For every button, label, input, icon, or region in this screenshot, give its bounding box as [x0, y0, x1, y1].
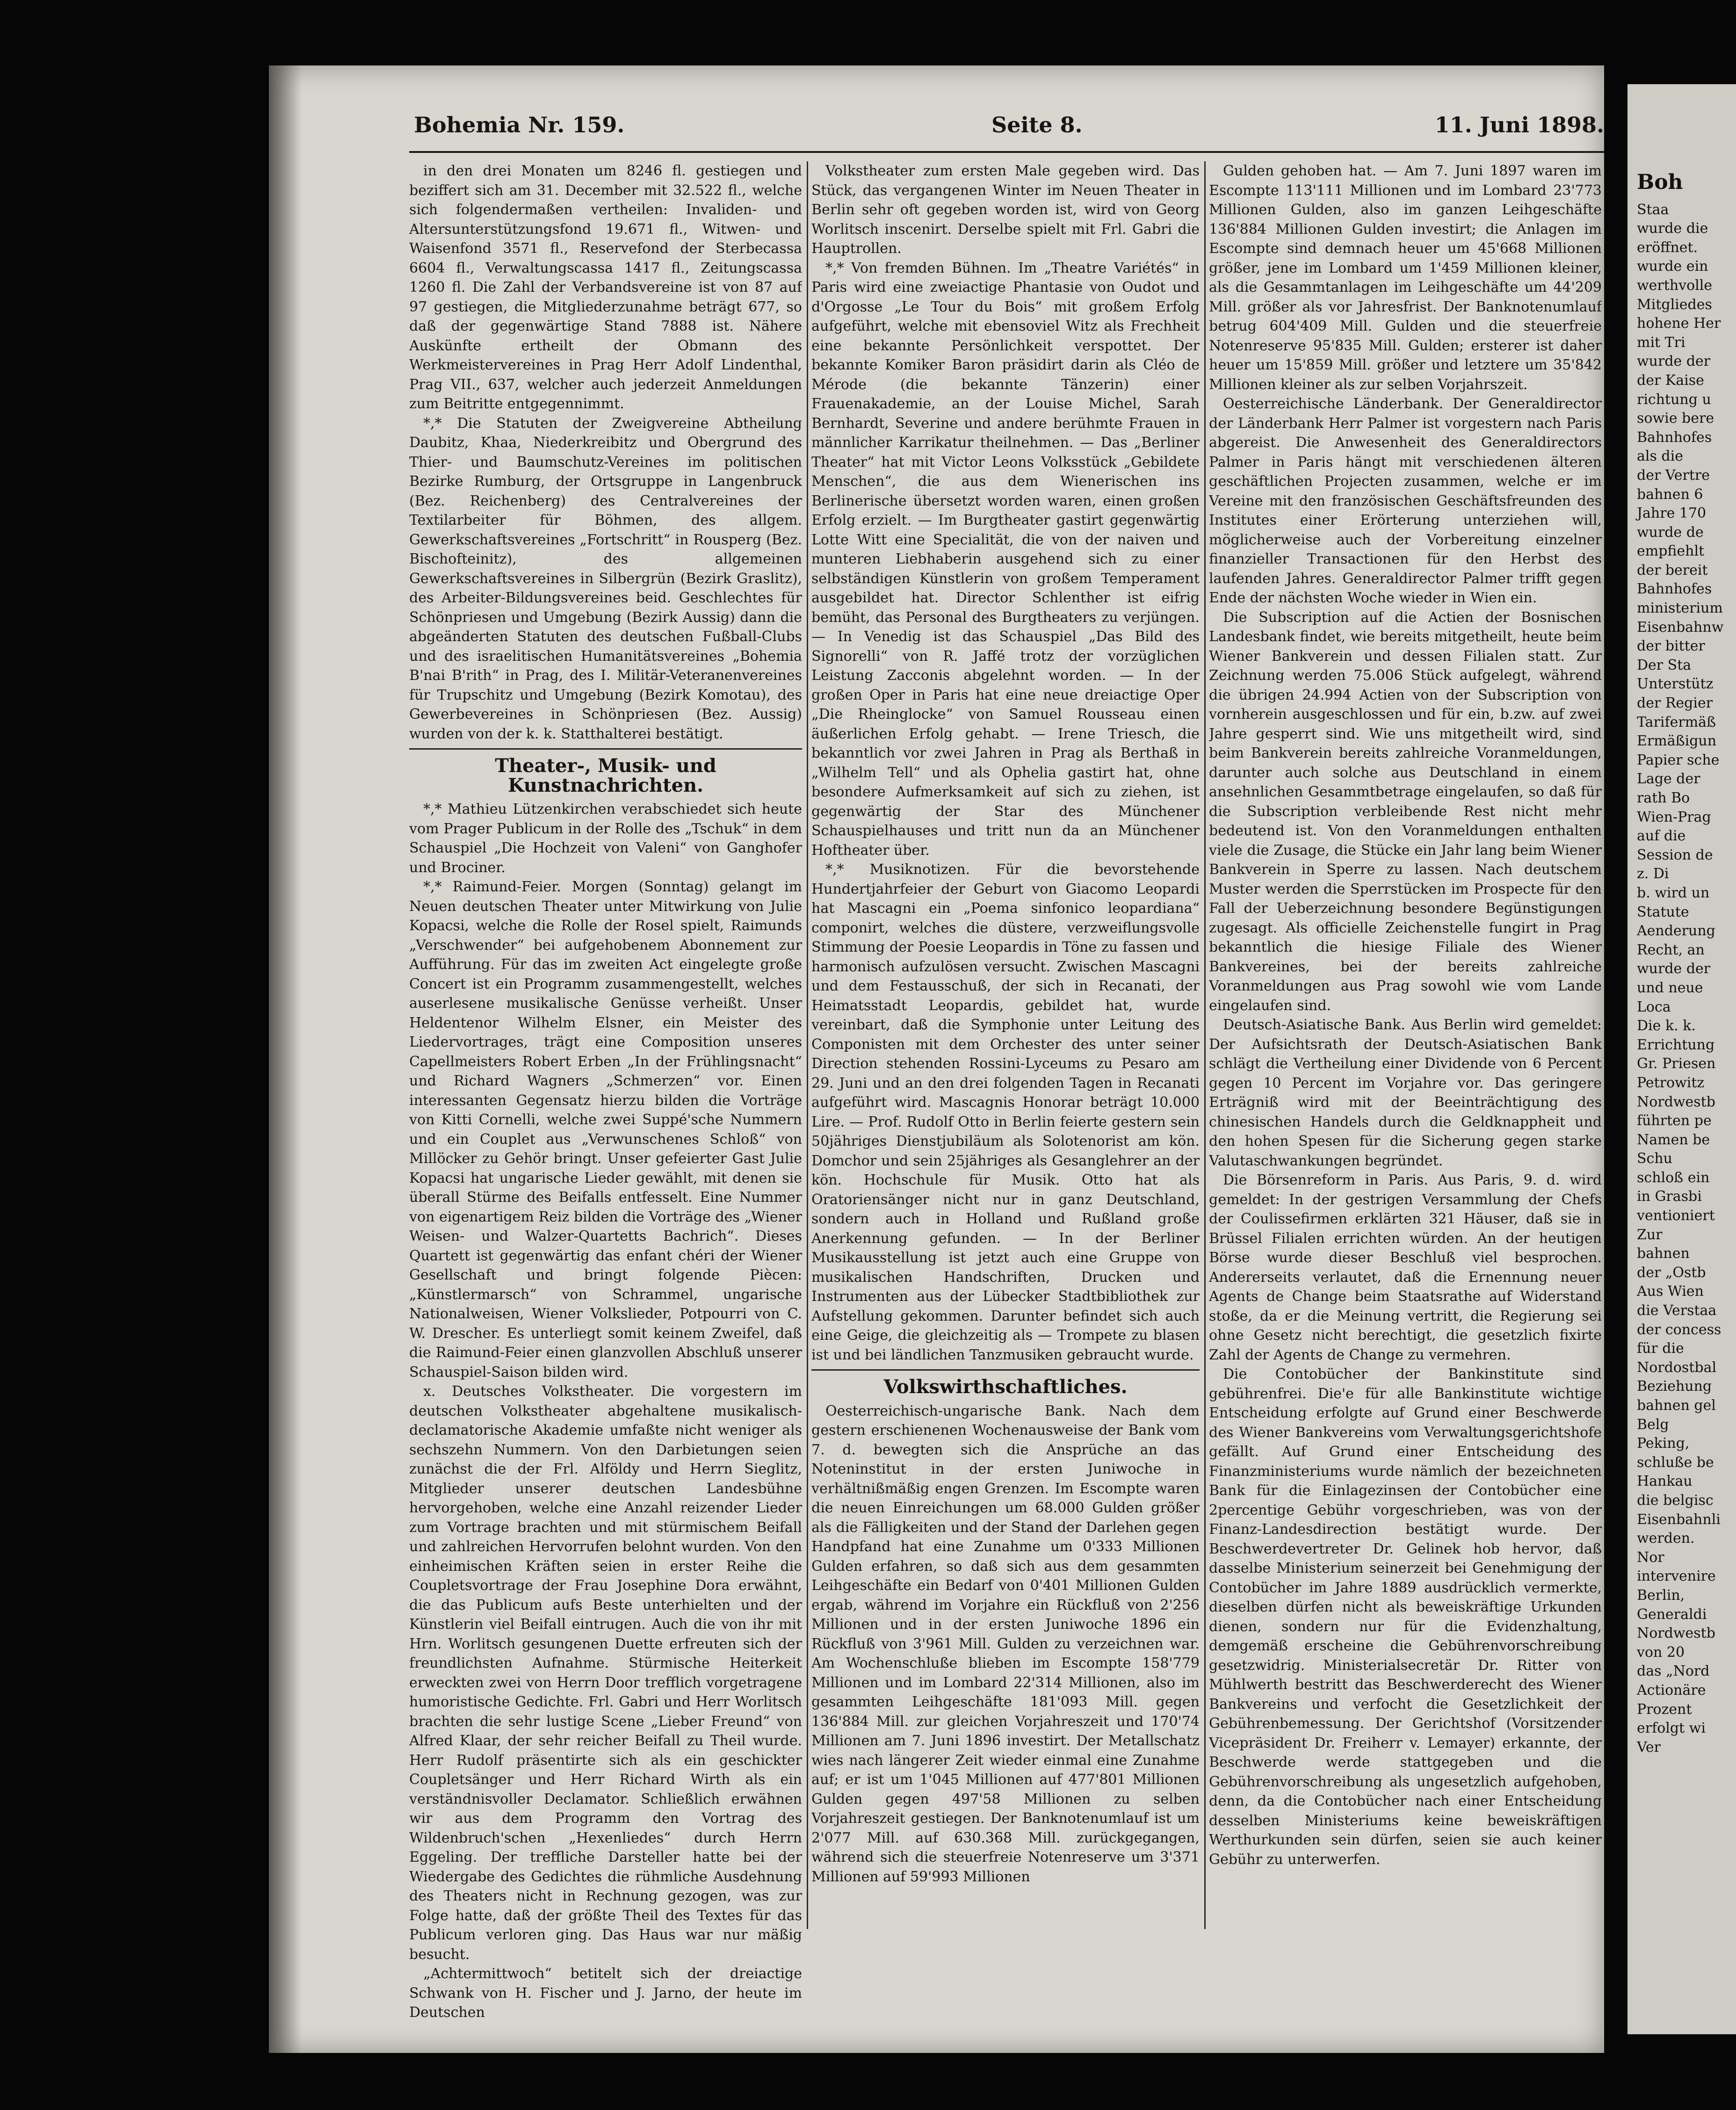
adjacent-page-line: Recht, an [1637, 941, 1705, 958]
adjacent-page-line: Mitgliedes [1637, 296, 1712, 313]
adjacent-page-line: Staa [1637, 201, 1669, 218]
article-paragraph: *,* Musiknotizen. Für die bevorstehende Hundertjahrfeier der Geburt von Giacomo Leopardi hat Mascagni ein „Poema sinfonico leopardiana“ componirt, welches die düstere, verzweiflungsvolle Stimmung der Poesie Leopardis in Töne zu fassen und harmonisch aufzulösen versucht. Zwischen Mascagni und dem Festausschuß, der sich in Recanati, der Heimatsstadt Leopardis, gebildet hat, wurde vereinbart, daß die Symphonie unter Leitung des Componisten mit dem Orchester des unter seiner Direction stehenden Rossini-Lyceums zu Pesaro am 29. Juni und an den drei folgenden Tagen in Recanati aufgeführt wird. Mascagnis Honorar beträgt 10.000 Lire. — Prof. Rudolf Otto in Berlin feierte gestern sein 50jähriges Dienstjubiläum als Solotenorist am kön. Domchor und sein 25jähriges als Gesanglehrer an der kön. Hochschule für Musik. Otto hat als Oratoriensänger nicht nur in ganz Deutschland, sondern auch in Holland und Rußland große Anerkennung gefunden. — In der Berliner Musikausstellung ist jetzt auch eine Gruppe von musikalischen Handschriften, Drucken und Instrumenten aus der Lübecker Stadtbibliothek zur Aufstellung gekommen. Darunter befindet sich auch eine Geige, die gleichzeitig als — Trompete zu blasen ist und bei ländlichen Tanzmusiken gebraucht wurde. [811, 861, 1200, 1363]
article-paragraph: Die Börsenreform in Paris. Aus Paris, 9. d. wird gemeldet: In der gestrigen Versammlung der Chefs der Coulissefirmen erklärten 321 Häuser, daß sie in Brüssel Filialen errichten würden. An der heutigen Börse wurde dieser Beschluß viel besprochen. Andererseits verlautet, daß die Ernennung neuer Agents de Change beim Staatsrathe auf Widerstand stoße, da er die Meinung vertritt, die Regierung sei ohne Gesetz nicht berechtigt, die gesetzlich fixirte Zahl der Agents de Change zu vermehren. [1209, 1172, 1602, 1363]
adjacent-page-line: Bahnhofes [1637, 581, 1712, 598]
adjacent-page-line: Nor [1637, 1549, 1664, 1566]
adjacent-page-line: führten pe [1637, 1113, 1712, 1129]
article-paragraph: „Achtermittwoch“ betitelt sich der dreiactige Schwank von H. Fischer und J. Jarno, der heute im Deutschen [409, 1965, 802, 2021]
adjacent-page-line: Loca [1637, 998, 1671, 1015]
adjacent-page-line: Aenderung [1637, 923, 1715, 939]
adjacent-page-line: wurde de [1637, 524, 1704, 541]
article-paragraph: *,* Raimund-Feier. Morgen (Sonntag) gelangt im Neuen deutschen Theater unter Mitwirkung von Julie Kopacsi, welche die Rolle der Rosel spielt, Raimunds „Verschwender“ bei aufgehobenem Abonnement zur Aufführung. Für das im zweiten Act eingelegte große Concert ist ein Programm zusammengestellt, welches auserlesene musikalische Genüsse verheißt. Unser Heldentenor Wilhelm Elsner, ein Meister des Liedervortrages, trägt eine Composition unseres Capellmeisters Robert Erben „In der Frühlingsnacht“ und Richard Wagners „Schmerzen“ vor. Einen interessanten Gegensatz hierzu bilden die Vorträge von Kitti Cornelli, welche zwei Suppé'sche Nummern und ein Couplet aus „Verwunschenes Schloß“ von Millöcker zu Gehör bringt. Unser gefeierter Gast Julie Kopacsi hat ungarische Lieder gewählt, mit denen sie überall Stürme des Beifalls entfesselt. Eine Nummer von eigenartigem Reiz bilden die Vorträge des „Wiener Weisen- und Walzer-Quartetts Bachrich“. Dieses Quartett ist gegenwärtig das enfant chéri der Wiener Gesellschaft und bringt folgende Piècen: „Künstlermarsch“ von Schrammel, ungarische Nationalweisen, Wiener Volkslieder, Potpourri von C. W. Drescher. Es unterliegt somit keinem Zweifel, daß die Raimund-Feier einen glanzvollen Abschluß unserer Schauspiel-Saison bilden wird. [409, 879, 802, 1380]
adjacent-page-lines [1628, 201, 1736, 1757]
column-divider [807, 161, 808, 1929]
article-paragraph: Oesterreichische Länderbank. Der Generaldirector der Länderbank Herr Palmer ist vorgestern nach Paris abgereist. Die Anwesenheit des Generaldirectors Palmer in Paris hängt mit verschiedenen älteren geschäftlichen Projecten zusammen, welche er im Vereine mit den französischen Geschäftsfreunden des Institutes einer Erörterung unterziehen will, möglicherweise auch der Vorbereitung einzelner finanzieller Transactionen für den Herbst des laufenden Jahres. Generaldirector Palmer trifft gegen Ende der nächsten Woche wieder in Wien ein. [1209, 396, 1602, 606]
adjacent-page-header: Boh [1637, 170, 1683, 194]
article-paragraph: Volkstheater zum ersten Male gegeben wird. Das Stück, das vergangenen Winter im Neuen Theater in Berlin sehr oft gegeben worden ist, wird von Georg Worlitsch inscenirt. Derselbe spielt mit Frl. Gabri die Hauptrollen. [811, 163, 1200, 257]
section-heading: Theater-, Musik- und Kunstnachrichten. [495, 755, 716, 796]
page-edge-shadow [269, 65, 302, 2053]
adjacent-page-line: Ver [1637, 1739, 1661, 1756]
column-divider [1204, 161, 1206, 1929]
adjacent-page-line: Namen be [1637, 1131, 1710, 1148]
adjacent-page-line: Nordwestb [1637, 1093, 1715, 1110]
adjacent-page-line: Aus Wien [1637, 1283, 1704, 1300]
adjacent-page-line: z. Di [1637, 866, 1669, 882]
adjacent-page-line: eröffnet. [1637, 239, 1698, 256]
section-heading: Volkswirthschaftliches. [883, 1376, 1128, 1398]
adjacent-page-line: werden. [1637, 1530, 1695, 1547]
article-paragraph: Gulden gehoben hat. — Am 7. Juni 1897 waren im Escompte 113'111 Millionen und im Lombard 23'773 Millionen Gulden, also im ganzen Leihgeschäfte 136'884 Millionen Gulden investirt; die Anlagen im Escompte sind demnach heuer um 45'668 Millionen größer, jene im Lombard um 1'459 Millionen kleiner, als die Gesammtanlagen im Leihgeschäfte um 44'209 Mill. größer als vor Jahresfrist. Der Banknotenumlauf betrug 604'409 Mill. Gulden und die steuerfreie Notenreserve 95'835 Mill. Gulden; ersterer ist daher heuer um 15'859 Mill. größer und letztere um 35'842 Millionen kleiner als zur selben Vorjahrszeit. [1209, 163, 1602, 393]
adjacent-page-line: bahnen 6 [1637, 486, 1703, 503]
article-paragraph: x. Deutsches Volkstheater. Die vorgestern im deutschen Volkstheater abgehaltene musikalisch-declamatorische Akademie umfaßte nicht weniger als sechszehn Nummern. Von den Darbietungen seien zunächst die der Frl. Alföldy und Herrn Sieglitz, Mitglieder unserer deutschen Landesbühne hervorgehoben, welche eine Anzahl reizender Lieder zum Vortrage brachten und mit stürmischem Beifall und zahlreichen Hervorrufen belohnt wurden. Von den einheimischen Kräften seien in erster Reihe die Coupletsvortrage der Frau Josephine Dora erwähnt, die das Publicum aufs Beste unterhielten und der Künstlerin viel Beifall eintrugen. Auch die von ihr mit Hrn. Worlitsch gesungenen Duette erfreuten sich der freundlichsten Aufnahme. Stürmische Heiterkeit erweckten zwei von Herrn Door trefflich vorgetragene humoristische Gedichte. Frl. Gabri und Herr Worlitsch brachten die sehr lustige Scene „Lieber Freund“ von Alfred Klaar, der sehr reicher Beifall zu Theil wurde. Herr Rudolf präsentirte sich als ein geschickter Coupletsänger und Herr Richard Wirth als ein verständnisvoller Declamator. Schließlich erwähnen wir aus dem Programm den Vortrag des Wildenbruch'schen „Hexenliedes“ durch Herrn Eggeling. Der treffliche Darsteller hatte bei der Wiedergabe des Gedichtes die rühmliche Ausdehnung des Theaters nicht in Rechnung gezogen, was zur Folge hatte, daß der größte Theil des Textes für das Publicum verloren ging. Das Haus war nur mäßig besucht. [409, 1383, 802, 1963]
article-paragraph: *,* Von fremden Bühnen. Im „Theatre Variétés“ in Paris wird eine zweiactige Phantasie von Oudot und d'Orgosse „Le Tour du Bois“ mit großem Erfolg aufgeführt, welche mit ebensoviel Witz als Frechheit eine bekannte Persönlichkeit verspottet. Der bekannte Komiker Baron präsidirt darin als Cléo de Mérode (die bekannte Tänzerin) einer Frauenakademie, an der Louise Michel, Sarah Bernhardt, Severine und andere berühmte Frauen in männlicher Karrikatur theilnehmen. — Das „Berliner Theater“ hat mit Victor Leons Volksstück „Gebildete Menschen“, die aus dem Wienerischen ins Berlinerische übersetzt worden waren, einen großen Erfolg erzielt. — Im Burgtheater gastirt gegenwärtig Lotte Witt eine Specialität, die von der naiven und munteren Liebhaberin ausgehend sich zu einer selbständigen Künstlerin von großem Temperament ausgebildet hat. Director Schlenther ist eifrig bemüht, das Personal des Burgtheaters zu verjüngen. — In Venedig ist das Schauspiel „Das Bild des Signorelli“ von R. Jaffé trotz der vorzüglichen Leistung Zacconis abgelehnt worden. — In der großen Oper in Paris hat eine neue dreiactige Oper „Die Rheinglocke“ von Samuel Rousseau einen äußerlichen Erfolg gehabt. — Irene Triesch, die bekanntlich vor zwei Jahren in Prag als Berthaß in „Wilhelm Tell“ und als Ophelia gastirt hat, ohne besondere Aufmerksamkeit auf sich zu ziehen, ist gegenwärtig der Star des Münchener Schauspielhauses und tritt nun da an Münchener Hoftheater über. [811, 260, 1200, 859]
article-paragraph: Die Contobücher der Bankinstitute sind gebührenfrei. Die'e für alle Bankinstitute wichtige Entscheidung erfolgte auf Grund einer Beschwerde des Wiener Bankvereins vom Verwaltungsgerichtshofe gefällt. Auf Grund einer Entscheidung des Finanzministeriums wurde nämlich der bezeichneten Bank für die Einlagezinsen der Contobücher eine 2percentige Gebühr vorgeschrieben, was von der Finanz-Landesdirection bestätigt wurde. Der Beschwerdevertreter Dr. Gelinek hob hervor, daß dasselbe Ministerium seinerzeit bei Genehmigung der Contobücher im Jahre 1889 ausdrücklich vermerkte, dieselben dürfen nicht als beweiskräftige Urkunden dienen, sondern nur für die Evidenzhaltung, demgemäß erscheine die Gebührenvorschreibung gesetzwidrig. Ministerialsecretär Dr. Ritter von Mühlwerth bestritt das Beschwerderecht des Wiener Bankvereins und verfocht die Gesetzlichkeit der Gebührenbemessung. Der Gerichtshof (Vorsitzender Vicepräsident Dr. Freiherr v. Lemayer) erkannte, der Beschwerde werde stattgegeben und die Gebührenvorschreibung als ungesetzlich aufgehoben, denn, da die Contobücher nach einer Entscheidung desselben Ministeriums keine beweiskräftigen Werthurkunden sein dürfen, seien sie auch keiner Gebühr zu unterwerfen. [1209, 1366, 1602, 1868]
adjacent-page-line: ventioniert [1637, 1207, 1715, 1224]
adjacent-page-line: Tarifermäß [1637, 714, 1716, 730]
article-paragraph: *,* Die Statuten der Zweigvereine Abtheilung Daubitz, Khaa, Niederkreibitz und Obergrund des Thier- und Baumschutz-Vereines im politischen Bezirke Rumburg, der Ortsgruppe in Langenbruck (Bez. Reichenberg) des Centralvereines der Textilarbeiter für Böhmen, des allgem. Gewerkschaftsvereines „Fortschritt“ in Rousperg (Bez. Bischofteinitz), des allgemeinen Gewerkschaftsvereines in Silbergrün (Bezirk Graslitz), des Arbeiter-Bildungsvereines beid. Geschlechtes für Schönpriesen und Umgebung (Bezirk Aussig) dann die abgeänderten Statuten des deutschen Fußball-Clubs und des israelitischen Humanitätsvereines „Bohemia B'nai B'rith“ in Prag, des I. Militär-Veteranenvereines für Trupschitz und Umgebung (Bezirk Komotau), des Gewerbevereines in Schönpriesen (Bez. Aussig) wurden von der k. k. Statthalterei bestätigt. [409, 415, 802, 742]
adjacent-page-line: Die k. k. [1637, 1018, 1696, 1034]
adjacent-page-line: schloß ein [1637, 1169, 1710, 1186]
article-paragraph: *,* Mathieu Lützenkirchen verabschiedet sich heute vom Prager Publicum in der Rolle des „Tschuk“ in dem Schauspiel „Die Hochzeit von Valeni“ von Ganghofer und Brociner. [409, 801, 802, 876]
adjacent-page-line: in Grasbi [1637, 1188, 1702, 1205]
adjacent-page-line: der Vertre [1637, 467, 1710, 484]
adjacent-page-line: schluße be [1637, 1454, 1714, 1471]
adjacent-page-line: empfiehlt [1637, 543, 1705, 560]
adjacent-page-line: Actionäre [1637, 1682, 1706, 1698]
adjacent-page-line: Eisenbahnli [1637, 1511, 1721, 1528]
adjacent-page-line: von 20 [1637, 1644, 1685, 1661]
adjacent-page-line: b. wird un [1637, 884, 1710, 901]
text-column-2 [811, 161, 1200, 2023]
article-paragraph: Deutsch-Asiatische Bank. Aus Berlin wird gemeldet: Der Aufsichtsrath der Deutsch-Asiatischen Bank schlägt die Vertheilung einer Dividende von 6 Percent gegen 10 Percent im Vorjahre vor. Das geringere Erträgniß wird mit der Beeinträchtigung des chinesischen Handels durch die Geldknappheit und den hohen Spesen für die Sicherung gegen starke Valutaschwankungen begründet. [1209, 1017, 1602, 1169]
adjacent-page-line: der Regier [1637, 695, 1713, 712]
adjacent-page-line: als die [1637, 448, 1683, 465]
adjacent-page-line: ministerium [1637, 600, 1723, 617]
adjacent-page-line: Eisenbahnw [1637, 619, 1724, 636]
adjacent-page-line: Petrowitz [1637, 1074, 1705, 1091]
adjacent-page-line: Statute [1637, 903, 1689, 920]
adjacent-page-line: Errichtung [1637, 1036, 1715, 1053]
adjacent-page-line: Belg [1637, 1416, 1669, 1433]
section-rule [811, 1369, 1200, 1371]
adjacent-page-line: richtung u [1637, 391, 1711, 408]
adjacent-page-line: die belgisc [1637, 1492, 1714, 1509]
adjacent-page-line: das „Nord [1637, 1663, 1710, 1680]
header-date: 11. Juni 1898. [1434, 112, 1604, 137]
adjacent-page-line: werthvolle [1637, 277, 1713, 294]
adjacent-page-line: rath Bo [1637, 790, 1690, 806]
adjacent-page-line: Gr. Priesen [1637, 1055, 1716, 1072]
adjacent-page-line: Der Sta [1637, 657, 1692, 673]
adjacent-page-line: und neue [1637, 979, 1703, 996]
adjacent-page-line: wurde der [1637, 961, 1711, 977]
adjacent-page-line: wurde die [1637, 220, 1708, 237]
adjacent-page-line: Session de [1637, 846, 1713, 863]
adjacent-page-line: Generaldi [1637, 1606, 1707, 1623]
adjacent-page-line: Schu [1637, 1150, 1672, 1167]
adjacent-page-line: der Kaise [1637, 372, 1704, 389]
header-rule [409, 151, 1604, 153]
adjacent-page-line: Nordostbal [1637, 1359, 1717, 1376]
text-column-3 [1209, 161, 1602, 2023]
adjacent-page-line: Hankau [1637, 1473, 1693, 1490]
adjacent-page-line: Lage der [1637, 771, 1700, 788]
adjacent-page-line: der bitter [1637, 638, 1705, 655]
adjacent-page-line: der „Ostb [1637, 1264, 1706, 1281]
adjacent-page-line: Nordwestb [1637, 1625, 1715, 1642]
adjacent-page-line: Beziehung [1637, 1378, 1712, 1395]
section-rule [409, 748, 802, 750]
adjacent-page-fragment [1628, 84, 1736, 2034]
adjacent-page-line: Jahre 170 [1637, 505, 1707, 522]
adjacent-page-line: mit Tri [1637, 334, 1685, 351]
header-page-number: Seite 8. [991, 112, 1083, 137]
newspaper-page [269, 65, 1604, 2053]
adjacent-page-line: Papier sche [1637, 752, 1720, 768]
adjacent-page-line: für die [1637, 1340, 1684, 1357]
adjacent-page-line: Wien-Prag [1637, 809, 1711, 825]
adjacent-page-line: intervenire [1637, 1568, 1716, 1585]
article-paragraph: Oesterreichisch-ungarische Bank. Nach dem gestern erschienenen Wochenausweise der Bank vom 7. d. bewegten sich die Ansprüche an das Noteninstitut in der ersten Juniwoche in verhältnißmäßig engen Grenzen. Im Escompte waren die neuen Einreichungen um 68.000 Gulden größer als die Fälligkeiten und der Stand der Darlehen gegen Handpfand hat eine Zunahme um 0'333 Millionen Gulden erfahren, so daß sich aus dem gesammten Leihgeschäfte ein Bedarf von 0'401 Millionen Gulden ergab, während im Vorjahre ein Rückfluß von 2'256 Millionen und in der ersten Juniwoche 1896 ein Rückfluß von 3'961 Mill. Gulden zu verzeichnen war. Am Wochenschluße blieben im Escompte 158'779 Millionen und im Lombard 22'314 Millionen, also im gesammten Leihgeschäfte 181'093 Mill. gegen 136'884 Mill. zur gleichen Vorjahreszeit und 170'74 Millionen am 7. Juni 1896 investirt. Der Metallschatz wies nach längerer Zeit wieder einmal eine Zunahme auf; er ist um 1'045 Millionen auf 477'801 Millionen Gulden gegen 497'58 Millionen zu selben Vorjahreszeit gestiegen. Der Banknotenumlauf ist um 2'077 Mill. auf 630.368 Mill. zurückgegangen, während sich die steuerfreie Notenreserve um 3'371 Millionen auf 59'993 Millionen [811, 1402, 1200, 1885]
adjacent-page-line: die Verstaa [1637, 1302, 1717, 1319]
adjacent-page-line: auf die [1637, 828, 1686, 845]
text-column-1 [409, 161, 802, 2023]
adjacent-page-line: Ermäßigun [1637, 733, 1717, 750]
article-paragraph: in den drei Monaten um 8246 fl. gestiegen und beziffert sich am 31. December mit 32.522 fl., welche sich folgendermaßen vertheilen: Invaliden- und Altersunterstützungsfond 19.671 fl., Witwen- und Waisenfond 3571 fl., Reservefond der Sterbecassa 6604 fl., Verwaltungscassa 1417 fl., Zeitungscassa 1260 fl. Die Zahl der Verbandsvereine ist von 87 auf 97 gestiegen, die Mitgliederzunahme beträgt 677, so daß der gegenwärtige Stand 7888 ist. Nähere Auskünfte ertheilt der Obmann des Werkmeistervereines in Prag Herr Adolf Lindenthal, Prag VII., 637, welcher auch jederzeit Anmeldungen zum Beitritte entgegennimmt. [409, 163, 802, 412]
page-header [269, 112, 1604, 145]
adjacent-page-line: hohene Her [1637, 315, 1721, 332]
header-publication: Bohemia Nr. 159. [414, 112, 625, 137]
adjacent-page-line: Zur [1637, 1226, 1663, 1243]
adjacent-page-line: der bereit [1637, 562, 1708, 578]
adjacent-page-line: wurde ein [1637, 258, 1708, 275]
adjacent-page-line: bahnen [1637, 1245, 1690, 1262]
adjacent-page-line: Prozent [1637, 1701, 1692, 1718]
adjacent-page-line: wurde der [1637, 353, 1711, 370]
adjacent-page-line: Berlin, [1637, 1587, 1685, 1604]
adjacent-page-line: der concess [1637, 1321, 1722, 1338]
adjacent-page-line: sowie bere [1637, 410, 1714, 427]
adjacent-page-line: Unterstütz [1637, 676, 1714, 693]
adjacent-page-line: bahnen gel [1637, 1397, 1716, 1414]
adjacent-page-line: Bahnhofes [1637, 429, 1712, 446]
adjacent-page-line: erfolgt wi [1637, 1720, 1706, 1737]
article-paragraph: Die Subscription auf die Actien der Bosnischen Landesbank findet, wie bereits mitgetheilt, heute beim Wiener Bankverein und dessen Filialen statt. Zur Zeichnung werden 75.006 Stück aufgelegt, während die übrigen 24.994 Actien von der Subscription von vornherein ausgeschlossen und für ein, b.zw. auf zwei Jahre gesperrt sind. Wie uns mitgetheilt wird, sind beim Bankverein bereits zahlreiche Voranmeldungen, darunter auch solche aus Deutschland in einem ansehnlichen Gesammtbetrage eingelaufen, so daß für die Subscription verbleibende Rest nicht mehr bedeutend ist. Von den Voranmeldungen enthalten viele die Zusage, die Stücke ein Jahr lang beim Wiener Bankverein in Sperre zu lassen. Nach deutschem Muster werden die Sperrstücken im Prospecte für den Fall der Ueberzeichnung besondere Begünstigungen zugesagt. Als officielle Zeichenstelle fungirt in Prag bekanntlich die hiesige Filiale des Wiener Bankvereines, bei der bereits zahlreiche Voranmeldungen aus Prag sowohl wie vom Lande eingelaufen sind. [1209, 609, 1602, 1014]
adjacent-page-line: Peking, [1637, 1435, 1690, 1452]
